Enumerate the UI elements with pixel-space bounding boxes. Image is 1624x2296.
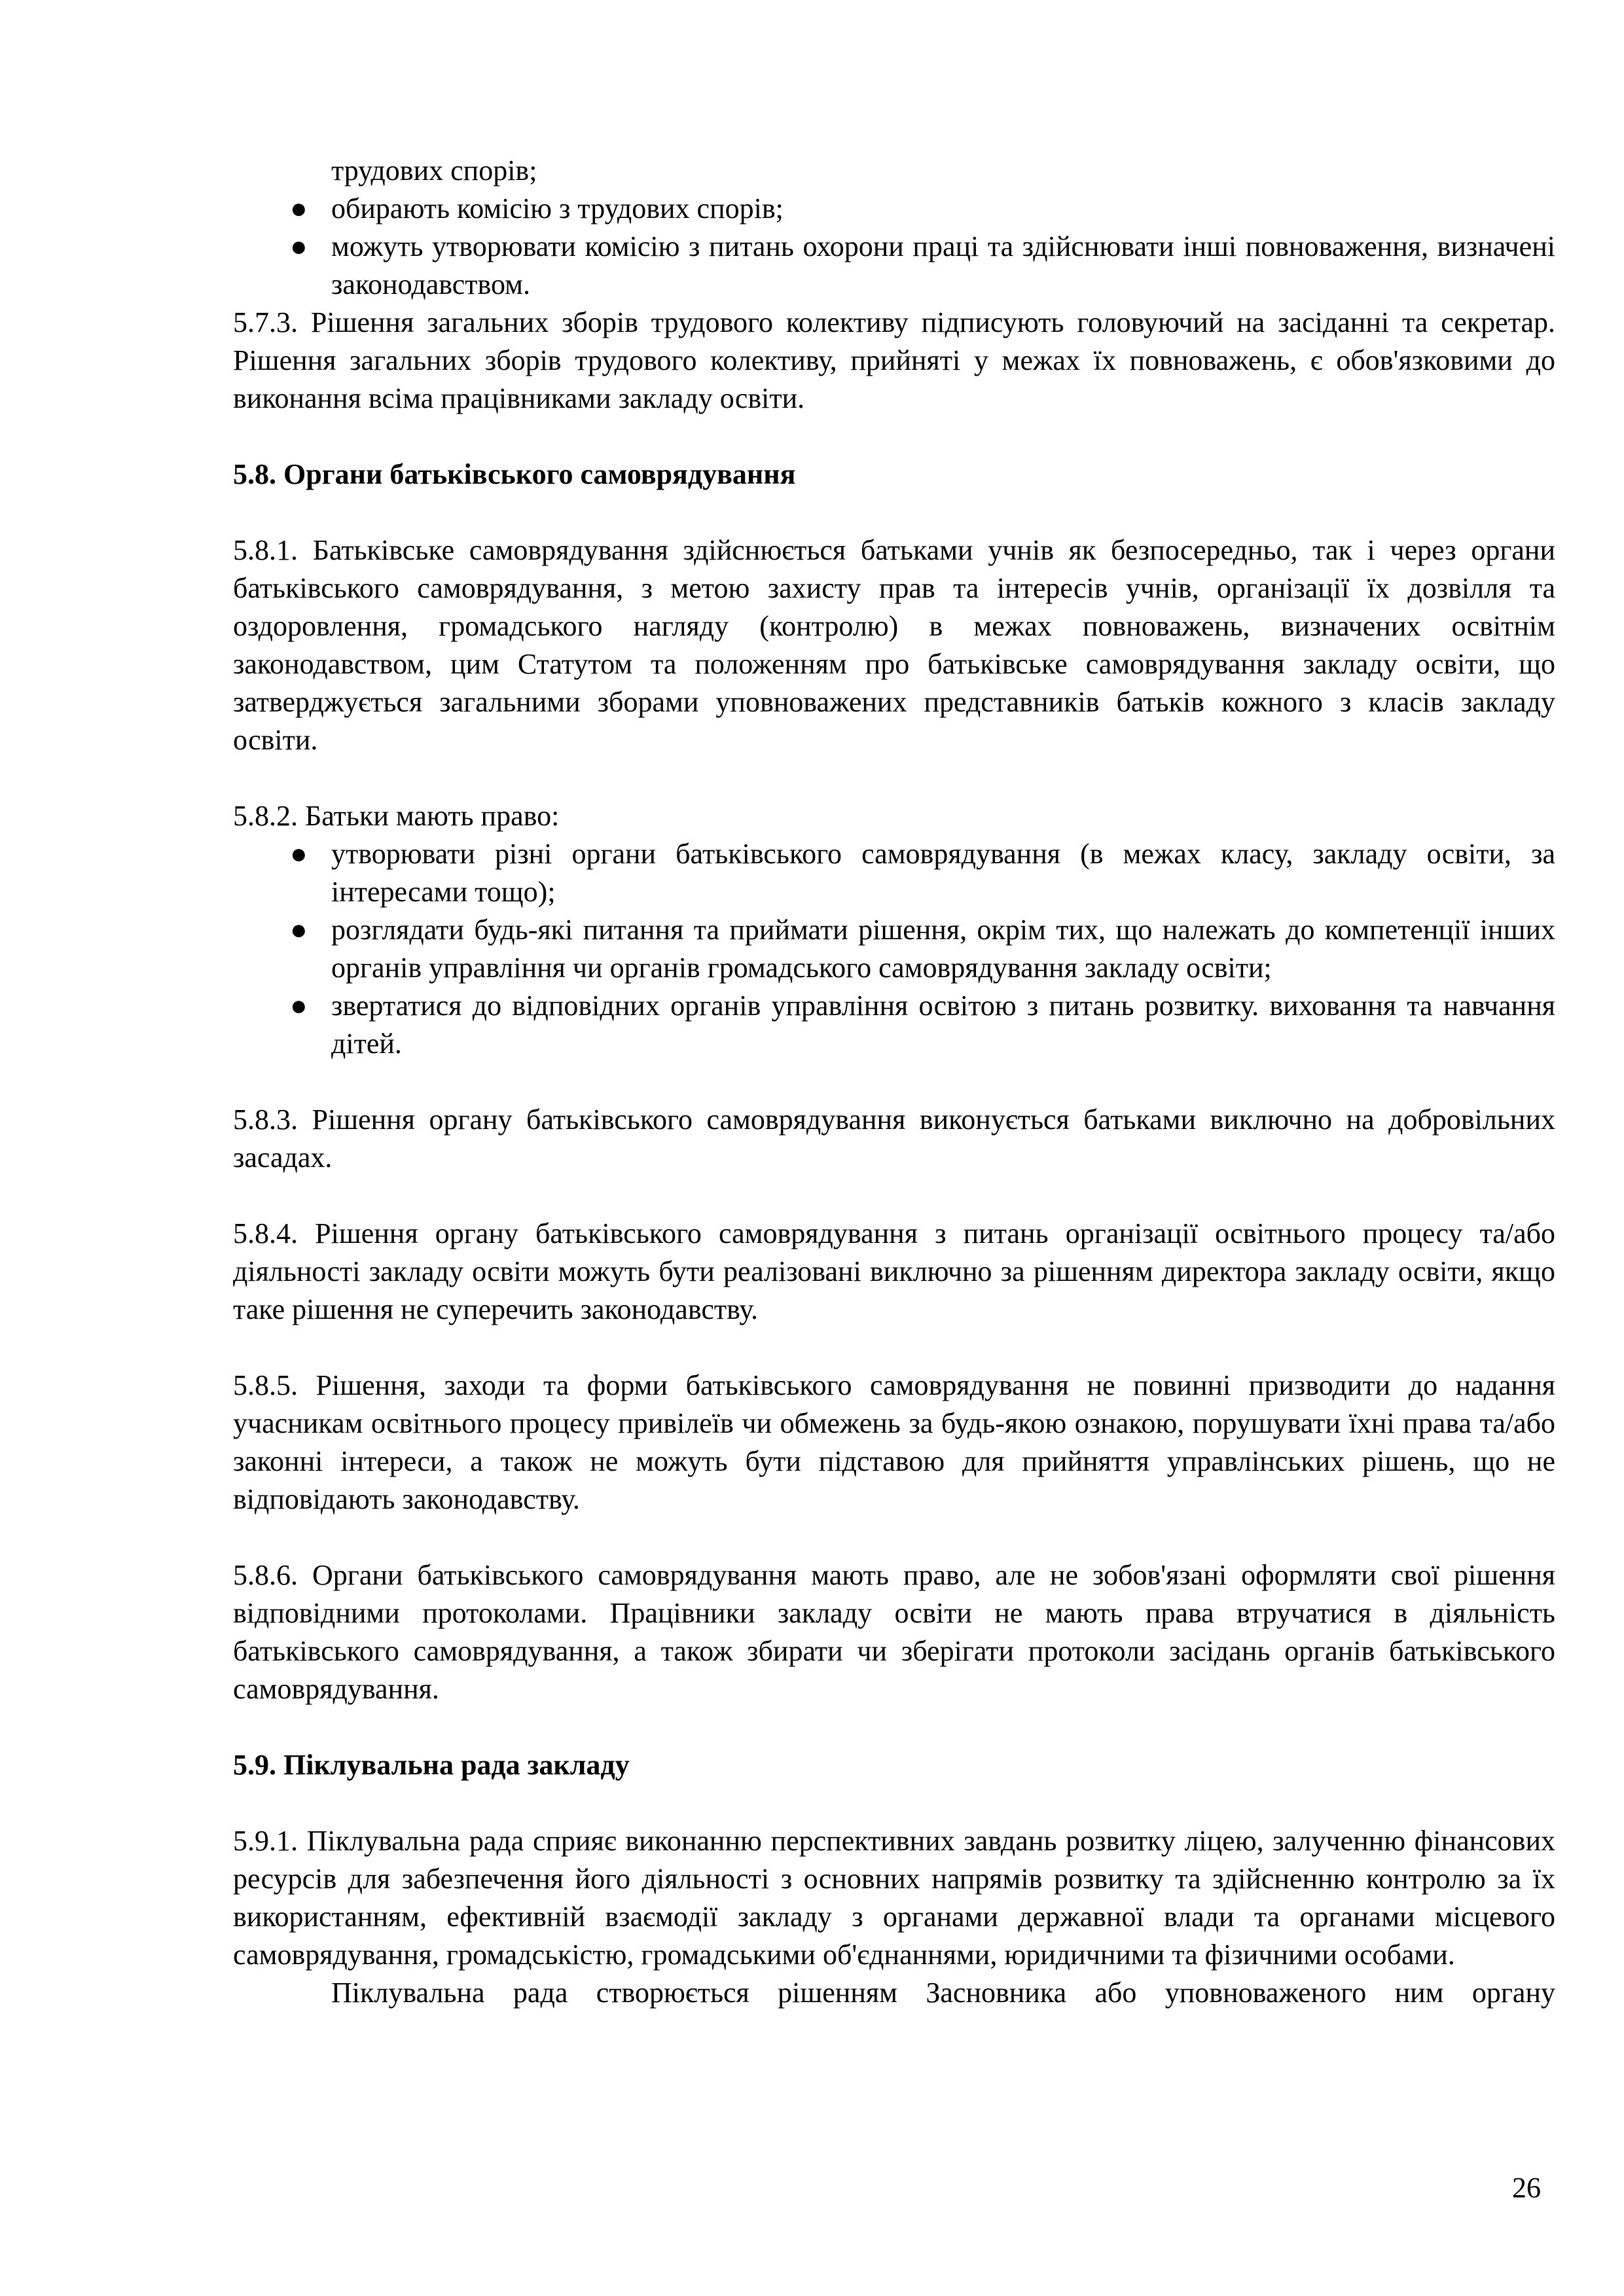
list-item <box>233 911 1555 987</box>
list-item <box>233 987 1555 1063</box>
bullet-icon: ● <box>290 230 308 262</box>
list-continuation: трудових спорів; <box>331 154 537 187</box>
paragraph-5-8-2 <box>233 797 1555 1063</box>
list-item-text: обирають комісію з трудових спорів; <box>331 192 784 224</box>
section-heading-5-8: 5.8. Органи батьківського самоврядування <box>233 458 796 490</box>
list-item-text: звертатися до відповідних органів управління освітою з питань розвитку. виховання та навчання дітей. <box>331 990 1555 1060</box>
bullet-icon: ● <box>290 192 308 224</box>
bullet-icon: ● <box>290 914 308 946</box>
paragraph-5-7-3: 5.7.3. Рішення загальних зборів трудового колективу підписують головуючий на засіданні та секретар. Рішення загальних зборів трудового колективу, прийняті у межах їх повноважень, є обов'язковими до виконання всіма працівниками закладу освіти. <box>233 306 1555 414</box>
paragraph-5-8-2-intro: 5.8.2. Батьки мають право: <box>233 800 560 832</box>
paragraph-5-8-1: 5.8.1. Батьківське самоврядування здійснюється батьками учнів як безпосередньо, так і через органи батьківського самоврядування, з метою захисту прав та інтересів учнів, організації їх дозвілля та оздоровлення, громадського нагляду (контролю) в межах повноважень, визначених освітнім законодавством, цим Статутом та положенням про батьківське самоврядування закладу освіти, що затверджується загальними зборами уповноважених представників батьків кожного з класів закладу освіти. <box>233 534 1555 756</box>
labor-collective-powers-list <box>233 190 1555 304</box>
page-number: 26 <box>1512 2172 1541 2204</box>
paragraph-5-8-4: 5.8.4. Рішення органу батьківського самоврядування з питань організації освітнього процесу та/або діяльності закладу освіти можуть бути реалізовані виключно за рішенням директора закладу освіти, якщо таке рішення не суперечить законодавству. <box>233 1217 1555 1325</box>
parents-rights-list <box>233 835 1555 1063</box>
paragraph-5-8-5: 5.8.5. Рішення, заходи та форми батьківського самоврядування не повинні призводити до надання учасникам освітнього процесу привілеїв чи обмежень за будь-якою ознакою, порушувати їхні права та/або законні інтереси, а також не можуть бути підставою для прийняття управлінських рішень, що не відповідають законодавству. <box>233 1369 1555 1515</box>
list-item <box>233 190 1555 228</box>
section-heading-5-9: 5.9. Піклувальна рада закладу <box>233 1749 630 1781</box>
list-item-text: можуть утворювати комісію з питань охорони праці та здійснювати інші повноваження, визначені законодавством. <box>331 230 1555 300</box>
bullet-icon: ● <box>290 838 308 870</box>
document-page <box>233 152 1555 2012</box>
bullet-icon: ● <box>290 990 308 1022</box>
list-item <box>233 228 1555 304</box>
paragraph-5-8-6: 5.8.6. Органи батьківського самоврядування мають право, але не зобов'язані оформляти свої рішення відповідними протоколами. Працівники закладу освіти не мають права втручатися в діяльність батьківського самоврядування, а також збирати чи зберігати протоколи засідань органів батьківського самоврядування. <box>233 1559 1555 1705</box>
paragraph-5-8-3: 5.8.3. Рішення органу батьківського самоврядування виконується батьками виключно на добровільних засадах. <box>233 1103 1555 1174</box>
paragraph-5-9-1-continued: Піклувальна рада створюється рішенням Засновника або уповноваженого ним органу <box>331 1977 1555 2009</box>
paragraph-5-9-1: 5.9.1. Піклувальна рада сприяє виконанню перспективних завдань розвитку ліцею, залученню фінансових ресурсів для забезпечення його діяльності з основних напрямів розвитку та здійсненню контролю за їх використанням, ефективній взаємодії закладу з органами державної влади та органами місцевого самоврядування, громадськістю, громадськими об'єднаннями, юридичними та фізичними особами. <box>233 1825 1555 1971</box>
list-item-text: утворювати різні органи батьківського самоврядування (в межах класу, закладу освіти, за інтересами тощо); <box>331 838 1555 908</box>
list-item <box>233 835 1555 911</box>
list-item-text: розглядати будь-які питання та приймати рішення, окрім тих, що належать до компетенції інших органів управління чи органів громадського самоврядування закладу освіти; <box>331 914 1555 984</box>
